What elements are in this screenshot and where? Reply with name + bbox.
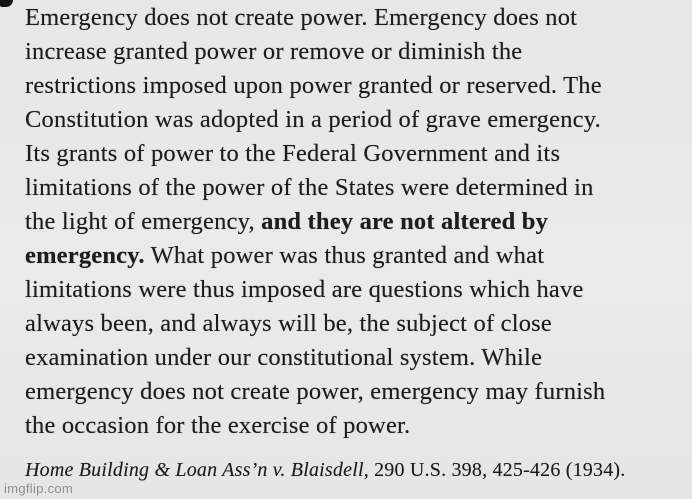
quote-line — [25, 171, 605, 205]
quote-text-segment: always been, and always will be, the subject of close — [25, 310, 552, 337]
quote-text-segment: Its grants of power to the Federal Government and its — [25, 140, 561, 167]
quote-line — [25, 137, 605, 171]
quote-paragraph — [25, 1, 605, 443]
imgflip-watermark: imgflip.com — [4, 481, 74, 496]
quote-text-segment: Constitution was adopted in a period of grave emergency. — [25, 106, 601, 133]
scan-artifact-corner-mark — [0, 0, 13, 7]
quote-text-segment: the occasion for the exercise of power. — [25, 412, 411, 439]
quote-line — [25, 409, 605, 443]
quote-line — [25, 239, 605, 273]
quote-text-segment: Emergency does not create power. Emergency does not — [25, 4, 578, 31]
quote-text-segment: limitations were thus imposed are questions which have — [25, 276, 584, 303]
quote-text-segment: limitations of the power of the States were determined in — [25, 174, 594, 201]
quote-line — [25, 69, 605, 103]
citation-line — [25, 457, 625, 483]
quote-text-segment: increase granted power or remove or diminish the — [25, 38, 523, 65]
quote-bold-segment: and they are not altered by — [261, 208, 549, 235]
quote-line — [25, 103, 605, 137]
citation-case-name: Home Building & Loan Ass’n v. Blaisdell, — [25, 459, 375, 481]
quote-line — [25, 341, 605, 375]
quote-line — [25, 35, 605, 69]
quote-line — [25, 205, 605, 239]
quote-line — [25, 375, 605, 409]
quote-text-segment: the light of emergency, — [25, 208, 262, 235]
quote-line — [25, 307, 605, 341]
quote-line — [25, 273, 605, 307]
quote-text-segment: examination under our constitutional system. While — [25, 344, 543, 371]
quote-text-segment: emergency does not create power, emergency may furnish — [25, 378, 606, 405]
quote-bold-segment: emergency. — [25, 242, 145, 269]
quote-text-segment: What power was thus granted and what — [144, 242, 545, 269]
citation-reporter: 290 U.S. 398, 425-426 (1934). — [374, 459, 626, 481]
quote-text-segment: restrictions imposed upon power granted or reserved. The — [25, 72, 602, 99]
quote-line — [25, 1, 605, 35]
